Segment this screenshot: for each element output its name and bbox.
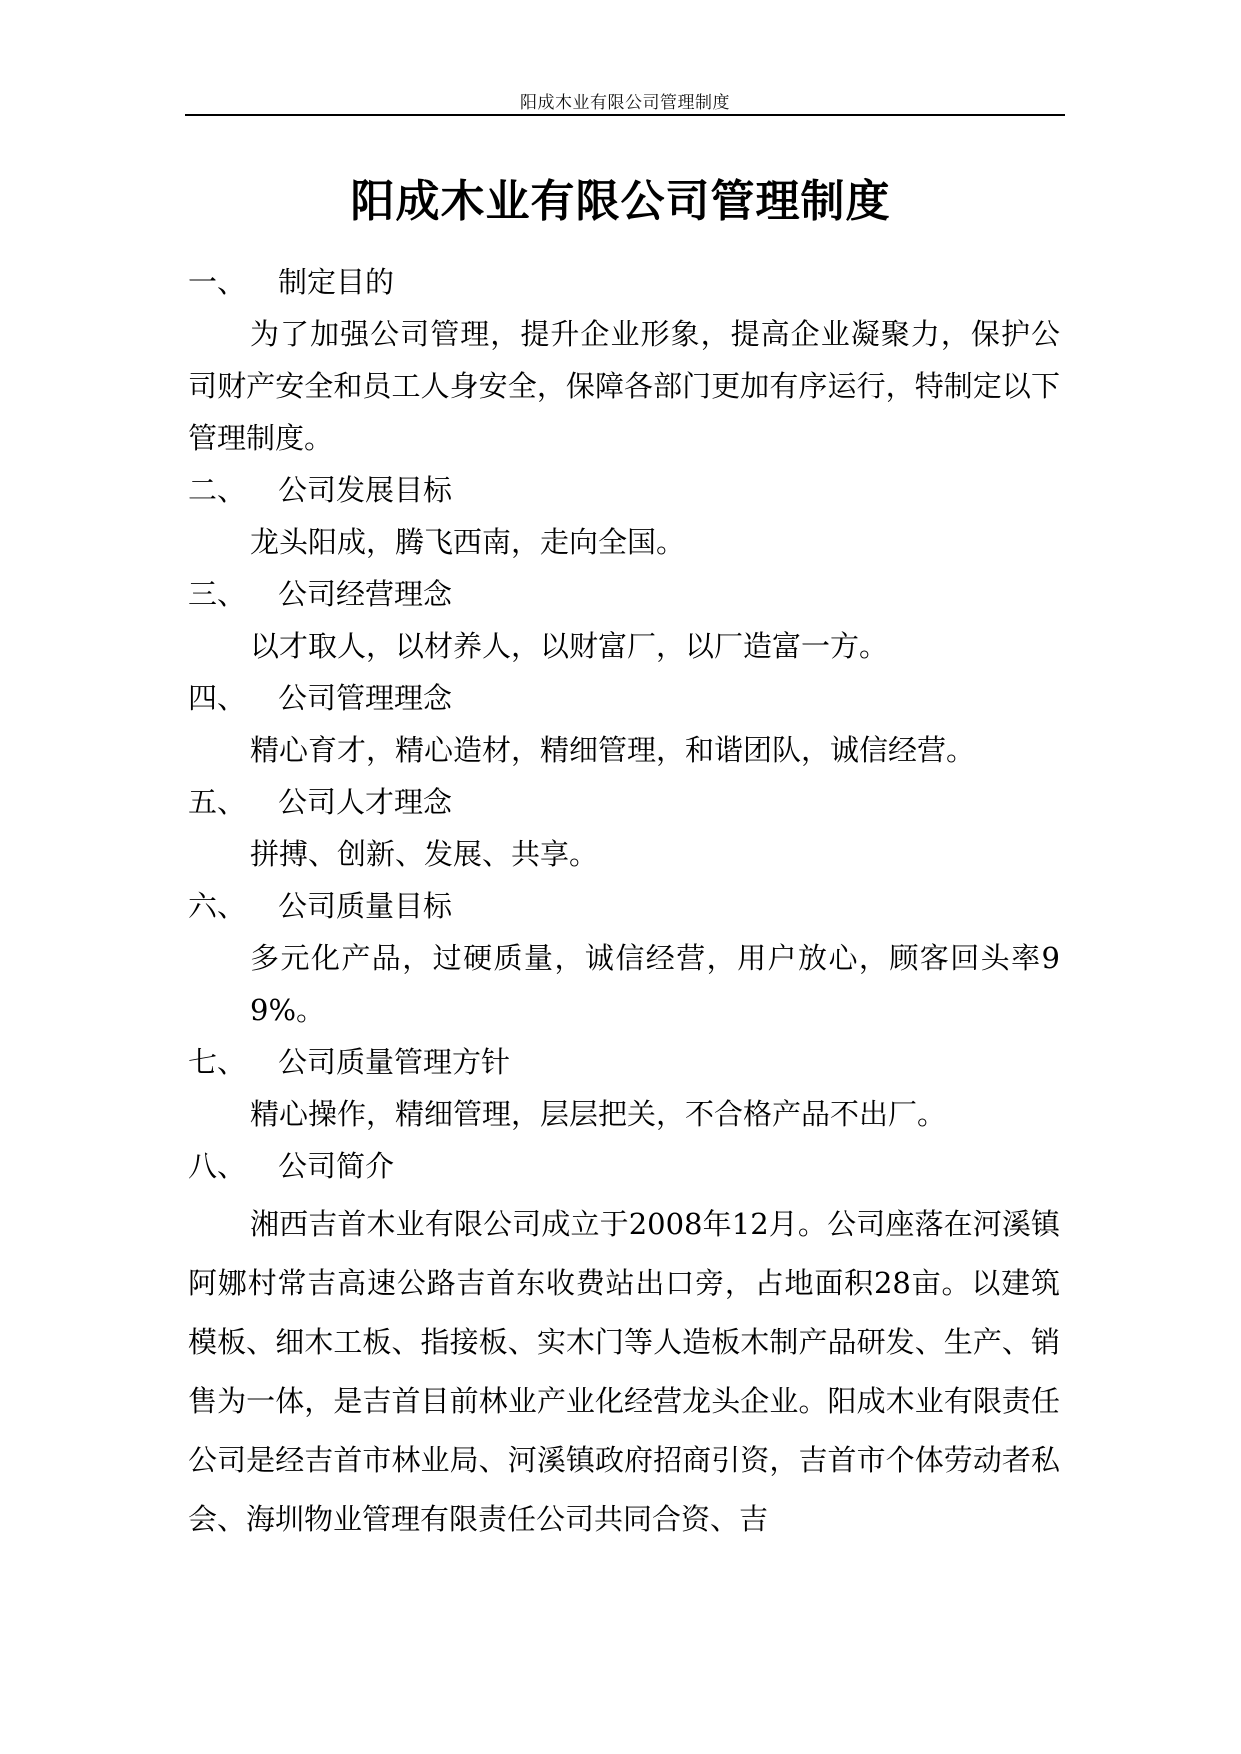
section-heading-6 [188, 880, 1060, 932]
section-number: 五、 [188, 785, 247, 819]
section-title: 公司经营理念 [278, 577, 453, 611]
section-body-4: 精心育才，精心造材，精细管理，和谐团队，诚信经营。 [250, 733, 976, 767]
document-title: 阳成木业有限公司管理制度 [350, 176, 891, 227]
section-number: 一、 [188, 265, 247, 299]
section-body-1: 为了加强公司管理，提升企业形象，提高企业凝聚力，保护公司财产安全和员工人身安全，保障各部门更加有序运行，特制定以下管理制度。 [188, 317, 1060, 455]
section-title: 公司简介 [278, 1149, 395, 1183]
document-body [188, 256, 1060, 1549]
section-body-6: 多元化产品，过硬质量，诚信经营，用户放心，顾客回头率99%。 [250, 941, 1060, 1027]
section-title: 公司人才理念 [278, 785, 453, 819]
section-number: 七、 [188, 1045, 247, 1079]
header-divider [185, 114, 1065, 116]
section-body-3: 以才取人，以材养人，以财富厂，以厂造富一方。 [250, 629, 889, 663]
section-number: 六、 [188, 889, 247, 923]
section-body-2: 龙头阳成，腾飞西南，走向全国。 [250, 525, 686, 559]
section-heading-1 [188, 256, 1060, 308]
section-title: 公司发展目标 [278, 473, 453, 507]
section-body-7: 精心操作，精细管理，层层把关，不合格产品不出厂。 [250, 1097, 947, 1131]
section-heading-4 [188, 672, 1060, 724]
section-body-8: 湘西吉首木业有限公司成立于2008年12月。公司座落在河溪镇阿娜村常吉高速公路吉首东收费站出口旁，占地面积28亩。以建筑模板、细木工板、指接板、实木门等人造板木制产品研发、生产、销售为一体，是吉首目前林业产业化经营龙头企业。阳成木业有限责任公司是经吉首市林业局、河溪镇政府招商引资，吉首市个体劳动者私会、海圳物业管理有限责任公司共同合资、吉 [188, 1207, 1060, 1536]
section-heading-5 [188, 776, 1060, 828]
section-number: 二、 [188, 473, 247, 507]
section-heading-7 [188, 1036, 1060, 1088]
section-number: 八、 [188, 1149, 247, 1183]
section-body-5: 拼搏、创新、发展、共享。 [250, 837, 599, 871]
section-heading-8 [188, 1140, 1060, 1192]
section-title: 制定目的 [278, 265, 395, 299]
section-title: 公司管理理念 [278, 681, 453, 715]
section-heading-2 [188, 464, 1060, 516]
running-header: 阳成木业有限公司管理制度 [520, 93, 730, 113]
section-title: 公司质量管理方针 [278, 1045, 511, 1079]
section-number: 三、 [188, 577, 247, 611]
section-title: 公司质量目标 [278, 889, 453, 923]
section-number: 四、 [188, 681, 247, 715]
section-heading-3 [188, 568, 1060, 620]
